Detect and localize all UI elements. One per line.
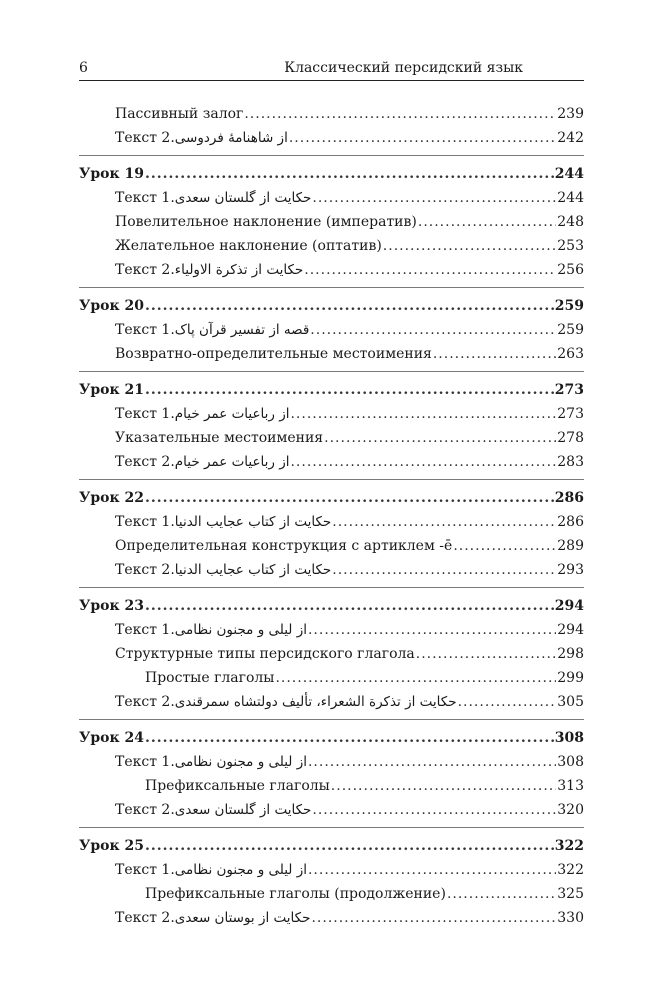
dot-leader: [458, 690, 557, 714]
dot-leader: [145, 594, 554, 618]
toc-entry: [79, 186, 584, 210]
dot-leader: [244, 102, 556, 126]
running-header: [79, 60, 583, 82]
toc-entry: [79, 342, 584, 366]
page-ref: 259: [554, 298, 584, 314]
toc-entry: [79, 234, 584, 258]
entry-persian-title: از لیلی و مجنون نظامی: [174, 862, 307, 878]
dot-leader: [332, 510, 556, 534]
dot-leader: [308, 618, 556, 642]
entry-title: Указательные местоимения: [115, 430, 324, 446]
entry-title: Текст 1.: [115, 622, 175, 638]
page-ref: 325: [557, 886, 584, 902]
lesson-title: Урок 24: [79, 730, 144, 746]
entry-title: Текст 1.: [115, 406, 175, 422]
entry-title: Определительная конструкция с артиклем -ē: [115, 538, 453, 554]
dot-leader: [447, 882, 556, 906]
entry-title: Пассивный залог: [115, 106, 244, 122]
page-ref: 330: [557, 910, 584, 926]
dot-leader: [290, 402, 556, 426]
dot-leader: [145, 378, 554, 402]
entry-persian-title: حکایت از بوستان سعدی: [174, 910, 311, 926]
dot-leader: [332, 558, 556, 582]
page-ref: 263: [557, 346, 584, 362]
entry-title: Текст 2.: [115, 454, 175, 470]
lesson-title: Урок 23: [79, 598, 144, 614]
section-rule: [79, 479, 584, 480]
toc-entry: [79, 510, 584, 534]
entry-title: Текст 1.: [115, 862, 175, 878]
dot-leader: [331, 774, 556, 798]
entry-persian-title: از لیلی و مجنون نظامی: [174, 622, 307, 638]
dot-leader: [416, 642, 557, 666]
entry-title: Текст 1.: [115, 514, 175, 530]
toc-entry: [79, 126, 584, 150]
page-ref: 248: [557, 214, 584, 230]
dot-leader: [308, 858, 556, 882]
entry-title: Текст 1.: [115, 322, 175, 338]
dot-leader: [433, 342, 556, 366]
page-ref: 253: [557, 238, 584, 254]
page-ref: 256: [557, 262, 584, 278]
page-ref: 308: [554, 730, 584, 746]
table-of-contents: [79, 102, 584, 930]
dot-leader: [145, 294, 554, 318]
entry-title: Желательное наклонение (оптатив): [115, 238, 382, 254]
dot-leader: [310, 318, 556, 342]
page-ref: 294: [554, 598, 584, 614]
entry-persian-title: از شاهنامهٔ فردوسی: [174, 130, 288, 146]
entry-persian-title: حکایت از تذکرة الشعراء، تألیف دولتشاه سمرقندی: [174, 694, 457, 710]
page-ref: 273: [557, 406, 584, 422]
page-ref: 244: [554, 166, 584, 182]
entry-persian-title: حکایت از گلستان سعدی: [174, 802, 312, 818]
dot-leader: [312, 186, 556, 210]
toc-entry: [79, 750, 584, 774]
toc-lesson-entry: [79, 594, 584, 618]
dot-leader: [145, 486, 554, 510]
lesson-title: Урок 21: [79, 382, 144, 398]
entry-title: Возвратно-определительные местоимения: [115, 346, 432, 362]
dot-leader: [324, 426, 556, 450]
page-ref: 283: [557, 454, 584, 470]
toc-entry: [79, 534, 584, 558]
toc-entry: [79, 258, 584, 282]
dot-leader: [145, 162, 554, 186]
dot-leader: [453, 534, 556, 558]
entry-title: Структурные типы персидского глагола: [115, 646, 415, 662]
page-ref: 298: [557, 646, 584, 662]
toc-entry: [79, 858, 584, 882]
entry-persian-title: از رباعیات عمر خیام: [174, 454, 290, 470]
toc-entry: [79, 210, 584, 234]
toc-entry: [79, 882, 584, 906]
page-ref: 289: [557, 538, 584, 554]
page-ref: 242: [557, 130, 584, 146]
page-ref: 273: [554, 382, 584, 398]
dot-leader: [289, 126, 556, 150]
entry-title: Текст 2.: [115, 262, 175, 278]
dot-leader: [304, 258, 556, 282]
toc-lesson-entry: [79, 294, 584, 318]
entry-title: Повелительное наклонение (императив): [115, 214, 417, 230]
entry-persian-title: از رباعیات عمر خیام: [174, 406, 290, 422]
toc-entry: [79, 450, 584, 474]
toc-lesson-entry: [79, 834, 584, 858]
section-rule: [79, 155, 584, 156]
toc-entry: [79, 690, 584, 714]
entry-title: Префиксальные глаголы: [145, 778, 330, 794]
section-rule: [79, 587, 584, 588]
entry-title: Текст 2.: [115, 130, 175, 146]
dot-leader: [275, 666, 556, 690]
toc-entry: [79, 618, 584, 642]
page-ref: 322: [554, 838, 584, 854]
page-ref: 308: [557, 754, 584, 770]
lesson-title: Урок 25: [79, 838, 144, 854]
toc-lesson-entry: [79, 378, 584, 402]
lesson-title: Урок 20: [79, 298, 144, 314]
entry-title: Текст 1.: [115, 190, 175, 206]
section-rule: [79, 719, 584, 720]
entry-persian-title: از لیلی و مجنون نظامی: [174, 754, 307, 770]
toc-lesson-entry: [79, 726, 584, 750]
section-rule: [79, 287, 584, 288]
dot-leader: [290, 450, 556, 474]
page-ref: 286: [557, 514, 584, 530]
lesson-title: Урок 19: [79, 166, 144, 182]
entry-title: Текст 2.: [115, 910, 175, 926]
toc-entry: [79, 666, 584, 690]
dot-leader: [383, 234, 556, 258]
entry-title: Текст 2.: [115, 562, 175, 578]
entry-title: Текст 2.: [115, 694, 175, 710]
page-ref: 299: [557, 670, 584, 686]
page-ref: 322: [557, 862, 584, 878]
toc-entry: [79, 402, 584, 426]
dot-leader: [145, 834, 554, 858]
entry-persian-title: حکایت از گلستان سعدی: [174, 190, 312, 206]
toc-lesson-entry: [79, 486, 584, 510]
dot-leader: [308, 750, 556, 774]
toc-entry: [79, 426, 584, 450]
page-number: 6: [79, 60, 88, 76]
section-rule: [79, 371, 584, 372]
dot-leader: [145, 726, 554, 750]
entry-persian-title: حکایت از کتاب عجایب الدنیا: [174, 514, 332, 530]
toc-lesson-entry: [79, 162, 584, 186]
entry-title: Текст 1.: [115, 754, 175, 770]
dot-leader: [312, 798, 556, 822]
page-ref: 239: [557, 106, 584, 122]
toc-entry: [79, 798, 584, 822]
page-ref: 244: [557, 190, 584, 206]
page-ref: 305: [557, 694, 584, 710]
entry-persian-title: قصه از تفسیر قرآن پاک: [174, 322, 310, 338]
page-ref: 313: [557, 778, 584, 794]
lesson-title: Урок 22: [79, 490, 144, 506]
section-rule: [79, 827, 584, 828]
page-ref: 286: [554, 490, 584, 506]
entry-persian-title: حکایت از تذکرة الاولیاء: [174, 262, 304, 278]
dot-leader: [418, 210, 556, 234]
page-ref: 294: [557, 622, 584, 638]
toc-entry: [79, 318, 584, 342]
entry-title: Текст 2.: [115, 802, 175, 818]
page-ref: 278: [557, 430, 584, 446]
entry-title: Префиксальные глаголы (продолжение): [145, 886, 446, 902]
book-title: Классический персидский язык: [284, 60, 523, 76]
toc-entry: [79, 774, 584, 798]
header-rule: [79, 80, 584, 81]
entry-title: Простые глаголы: [145, 670, 275, 686]
page-ref: 320: [557, 802, 584, 818]
entry-persian-title: حکایت از کتاب عجایب الدنیا: [174, 562, 332, 578]
page-ref: 293: [557, 562, 584, 578]
toc-entry: [79, 558, 584, 582]
dot-leader: [311, 906, 556, 930]
toc-entry: [79, 102, 584, 126]
toc-entry: [79, 906, 584, 930]
toc-entry: [79, 642, 584, 666]
page-ref: 259: [557, 322, 584, 338]
